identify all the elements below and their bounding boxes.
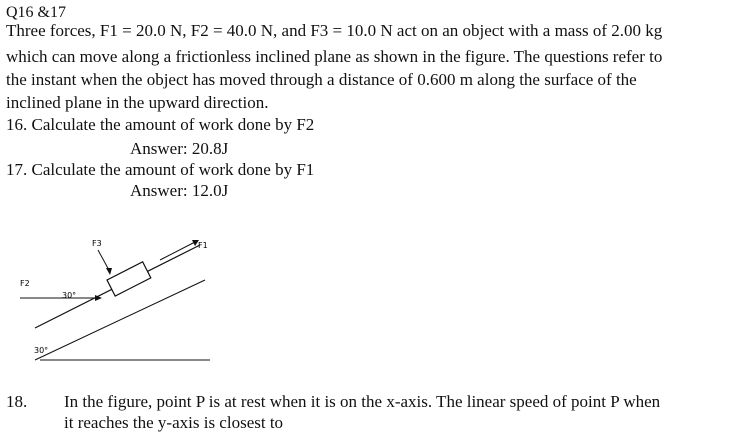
question-18-line-1: In the figure, point P is at rest when it is on the x-axis. The linear speed of point P when [64,392,661,411]
answer-17: Answer: 12.0J [130,181,229,200]
problem-line-4: inclined plane in the upward direction. [6,93,269,112]
problem-line-1: Three forces, F1 = 20.0 N, F2 = 40.0 N, and F3 = 10.0 N act on an object with a mass of 2.00 kg [6,21,663,40]
question-header: Q16 &17 [6,4,66,21]
answer-16: Answer: 20.8J [130,139,229,158]
block [107,262,151,296]
angle-bottom-label: 30° [34,346,49,355]
f1-arrow [160,242,195,260]
angle-top-label: 30° [62,291,77,300]
problem-line-2: which can move along a frictionless inclined plane as shown in the figure. The questions refer to [6,47,663,66]
question-16: 16. Calculate the amount of work done by F2 [6,115,315,134]
f3-arrowhead [106,268,112,275]
question-17: 17. Calculate the amount of work done by F1 [6,160,315,179]
inclined-plane-figure [0,220,260,370]
f3-label: F3 [92,239,102,248]
question-18-number: 18. [6,392,28,411]
problem-line-3: the instant when the object has moved through a distance of 0.600 m along the surface of the [6,70,637,89]
question-18-line-2: it reaches the y-axis is closest to [64,413,284,432]
f2-label: F2 [20,279,30,288]
f1-label: F1 [198,241,208,250]
